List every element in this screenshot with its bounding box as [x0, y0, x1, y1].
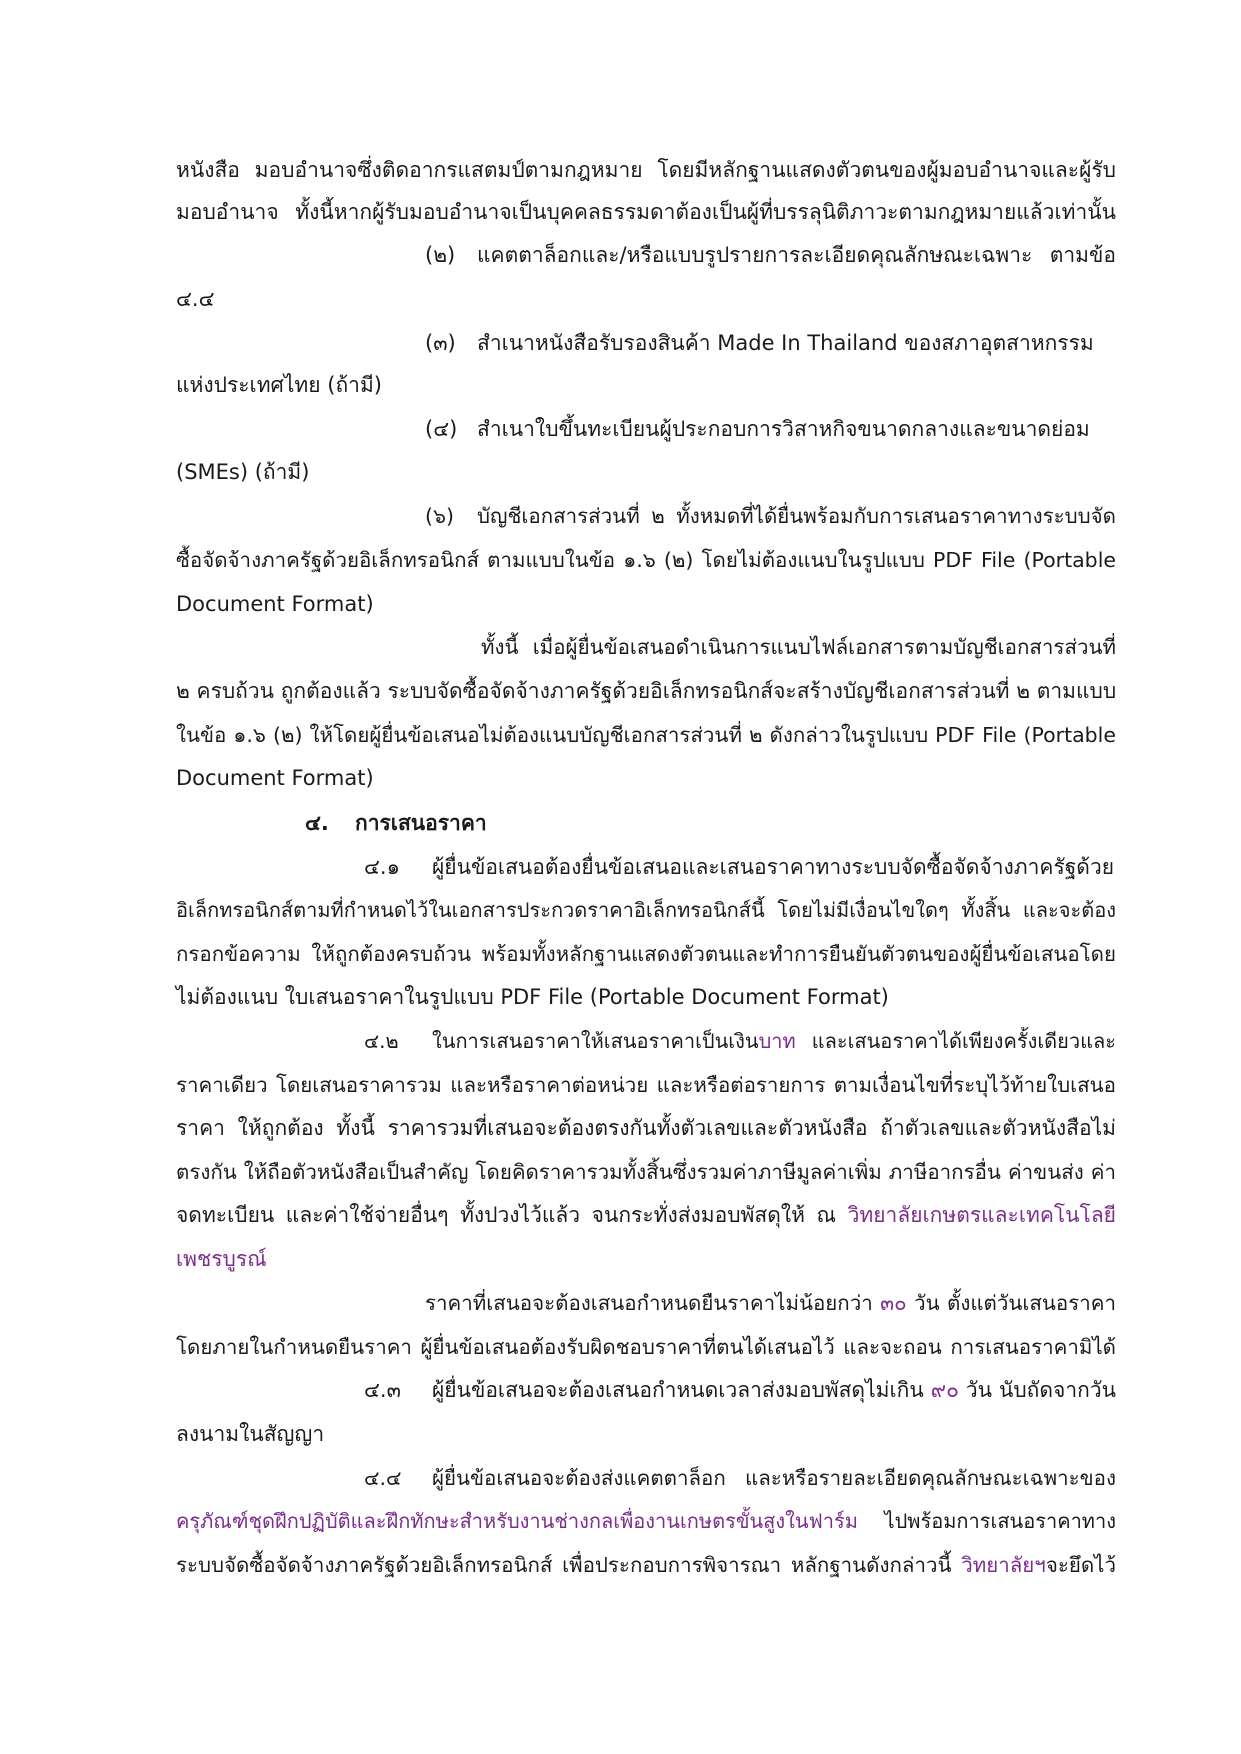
college-abbrev-highlight: วิทยาลัยฯ: [961, 1553, 1046, 1577]
list-item-6-continued: Document Format): [176, 592, 374, 616]
paragraph-line: ๒ ครบถ้วน ถูกต้องแล้ว ระบบจัดซื้อจัดจ้างภาครัฐด้วยอิเล็กทรอนิกส์จะสร้างบัญชีเอกสารส่วนที่ ๒ ตามแบบ: [176, 679, 1117, 703]
paragraph-line: ตรงกัน ให้ถือตัวหนังสือเป็นสำคัญ โดยคิดราคารวมทั้งสิ้นซึ่งรวมค่าภาษีมูลค่าเพิ่ม ภาษีอากรอื่น ค่าขนส่ง ค่า: [176, 1160, 1116, 1184]
paragraph-line: โดยภายในกำหนดยืนราคา ผู้ยื่นข้อเสนอต้องรับผิดชอบราคาที่ตนได้เสนอไว้ และจะถอน การเสนอราคามิได้: [176, 1335, 1116, 1359]
paragraph-line: Document Format): [176, 766, 374, 790]
list-item-3-continued: แห่งประเทศไทย (ถ้ามี): [176, 373, 382, 397]
currency-highlight: บาท: [758, 1029, 796, 1053]
paragraph-line: ครุภัณฑ์ชุดฝึกปฏิบัติและฝึกทักษะสำหรับงานช่างกลเพื่องานเกษตรขั้นสูงในฟาร์ม ไปพร้อมการเสนอราคาทาง: [176, 1509, 1116, 1533]
paragraph-line: มอบอำนาจ ทั้งนี้หากผู้รับมอบอำนาจเป็นบุคคลธรรมดาต้องเป็นผู้ที่บรรลุนิติภาวะตามกฎหมายแล้วเท่านั้น: [176, 200, 1116, 224]
days-highlight: ๓๐: [880, 1291, 907, 1315]
paragraph-line: จดทะเบียน และค่าใช้จ่ายอื่นๆ ทั้งปวงไว้แล้ว จนกระทั่งส่งมอบพัสดุให้ ณ วิทยาลัยเกษตรและเทคโนโลยี: [176, 1203, 1116, 1227]
list-item-4: (๔) สำเนาใบขึ้นทะเบียนผู้ประกอบการวิสาหกิจขนาดกลางและขนาดย่อม: [425, 417, 1090, 441]
paragraph-line: ลงนามในสัญญา: [176, 1422, 325, 1446]
paragraph-line: กรอกข้อความ ให้ถูกต้องครบถ้วน พร้อมทั้งหลักฐานแสดงตัวตนและทำการยืนยันตัวตนของผู้ยื่นข้อเสนอโดย: [176, 942, 1116, 966]
days-highlight: ๙๐: [930, 1378, 959, 1402]
paragraph-line: หนังสือ มอบอำนาจซึ่งติดอากรแสตมป์ตามกฎหมาย โดยมีหลักฐานแสดงตัวตนของผู้มอบอำนาจและผู้รับ: [176, 158, 1116, 182]
list-item-6-continued: ซื้อจัดจ้างภาครัฐด้วยอิเล็กทรอนิกส์ ตามแบบในข้อ ๑.๖ (๒) โดยไม่ต้องแนบในรูปแบบ PDF File (Portable: [176, 548, 1116, 572]
list-item-2: (๒) แคตตาล็อกและ/หรือแบบรูปรายการละเอียดคุณลักษณะเฉพาะ ตามข้อ: [425, 243, 1116, 267]
paragraph-line: ทั้งนี้ เมื่อผู้ยื่นข้อเสนอดำเนินการแนบไฟล์เอกสารตามบัญชีเอกสารส่วนที่: [481, 635, 1116, 659]
list-item-2-continued: ๔.๔: [176, 287, 215, 311]
paragraph-line: ในข้อ ๑.๖ (๒) ให้โดยผู้ยื่นข้อเสนอไม่ต้องแนบบัญชีเอกสารส่วนที่ ๒ ดังกล่าวในรูปแบบ PDF File (Portable: [176, 723, 1116, 747]
subsection-4-1: ๔.๑ ผู้ยื่นข้อเสนอต้องยื่นข้อเสนอและเสนอราคาทางระบบจัดซื้อจัดจ้างภาครัฐด้วย: [364, 855, 1115, 879]
paragraph-line: ราคาเดียว โดยเสนอราคารวม และหรือราคาต่อหน่วย และหรือต่อรายการ ตามเงื่อนไขที่ระบุไว้ท้ายใบเสนอ: [176, 1073, 1116, 1097]
subsection-4-3: ๔.๓ ผู้ยื่นข้อเสนอจะต้องเสนอกำหนดเวลาส่งมอบพัสดุไม่เกิน ๙๐ วัน นับถัดจากวัน: [364, 1378, 1116, 1402]
paragraph-line: ราคาที่เสนอจะต้องเสนอกำหนดยืนราคาไม่น้อยกว่า ๓๐ วัน ตั้งแต่วันเสนอราคา: [425, 1291, 1116, 1315]
section-heading: ๔. การเสนอราคา: [305, 811, 487, 835]
subsection-4-2: ๔.๒ ในการเสนอราคาให้เสนอราคาเป็นเงินบาท และเสนอราคาได้เพียงครั้งเดียวและ: [364, 1029, 1116, 1053]
list-item-4-continued: (SMEs) (ถ้ามี): [176, 460, 310, 484]
paragraph-line: ระบบจัดซื้อจัดจ้างภาครัฐด้วยอิเล็กทรอนิกส์ เพื่อประกอบการพิจารณา หลักฐานดังกล่าวนี้ วิทยาลัยฯจะยึดไว้: [176, 1553, 1116, 1577]
college-name-highlight-continued: เพชรบูรณ์: [176, 1247, 267, 1271]
subsection-4-4: ๔.๔ ผู้ยื่นข้อเสนอจะต้องส่งแคตตาล็อก และหรือรายละเอียดคุณลักษณะเฉพาะของ: [364, 1466, 1116, 1490]
paragraph-line: ราคา ให้ถูกต้อง ทั้งนี้ ราคารวมที่เสนอจะต้องตรงกันทั้งตัวเลขและตัวหนังสือ ถ้าตัวเลขและตัวหนังสือไม่: [176, 1116, 1116, 1140]
equipment-name-highlight: ครุภัณฑ์ชุดฝึกปฏิบัติและฝึกทักษะสำหรับงานช่างกลเพื่องานเกษตรขั้นสูงในฟาร์ม: [176, 1509, 858, 1533]
paragraph-line: อิเล็กทรอนิกส์ตามที่กำหนดไว้ในเอกสารประกวดราคาอิเล็กทรอนิกส์นี้ โดยไม่มีเงื่อนไขใดๆ ทั้งสิ้น และจะต้อง: [176, 898, 1116, 922]
list-item-6: (๖) บัญชีเอกสารส่วนที่ ๒ ทั้งหมดที่ได้ยื่นพร้อมกับการเสนอราคาทางระบบจัด: [425, 504, 1116, 528]
list-item-3: (๓) สำเนาหนังสือรับรองสินค้า Made In Thailand ของสภาอุตสาหกรรม: [425, 331, 1094, 355]
paragraph-line: ไม่ต้องแนบ ใบเสนอราคาในรูปแบบ PDF File (Portable Document Format): [176, 985, 889, 1009]
college-name-highlight: วิทยาลัยเกษตรและเทคโนโลยี: [847, 1203, 1116, 1227]
